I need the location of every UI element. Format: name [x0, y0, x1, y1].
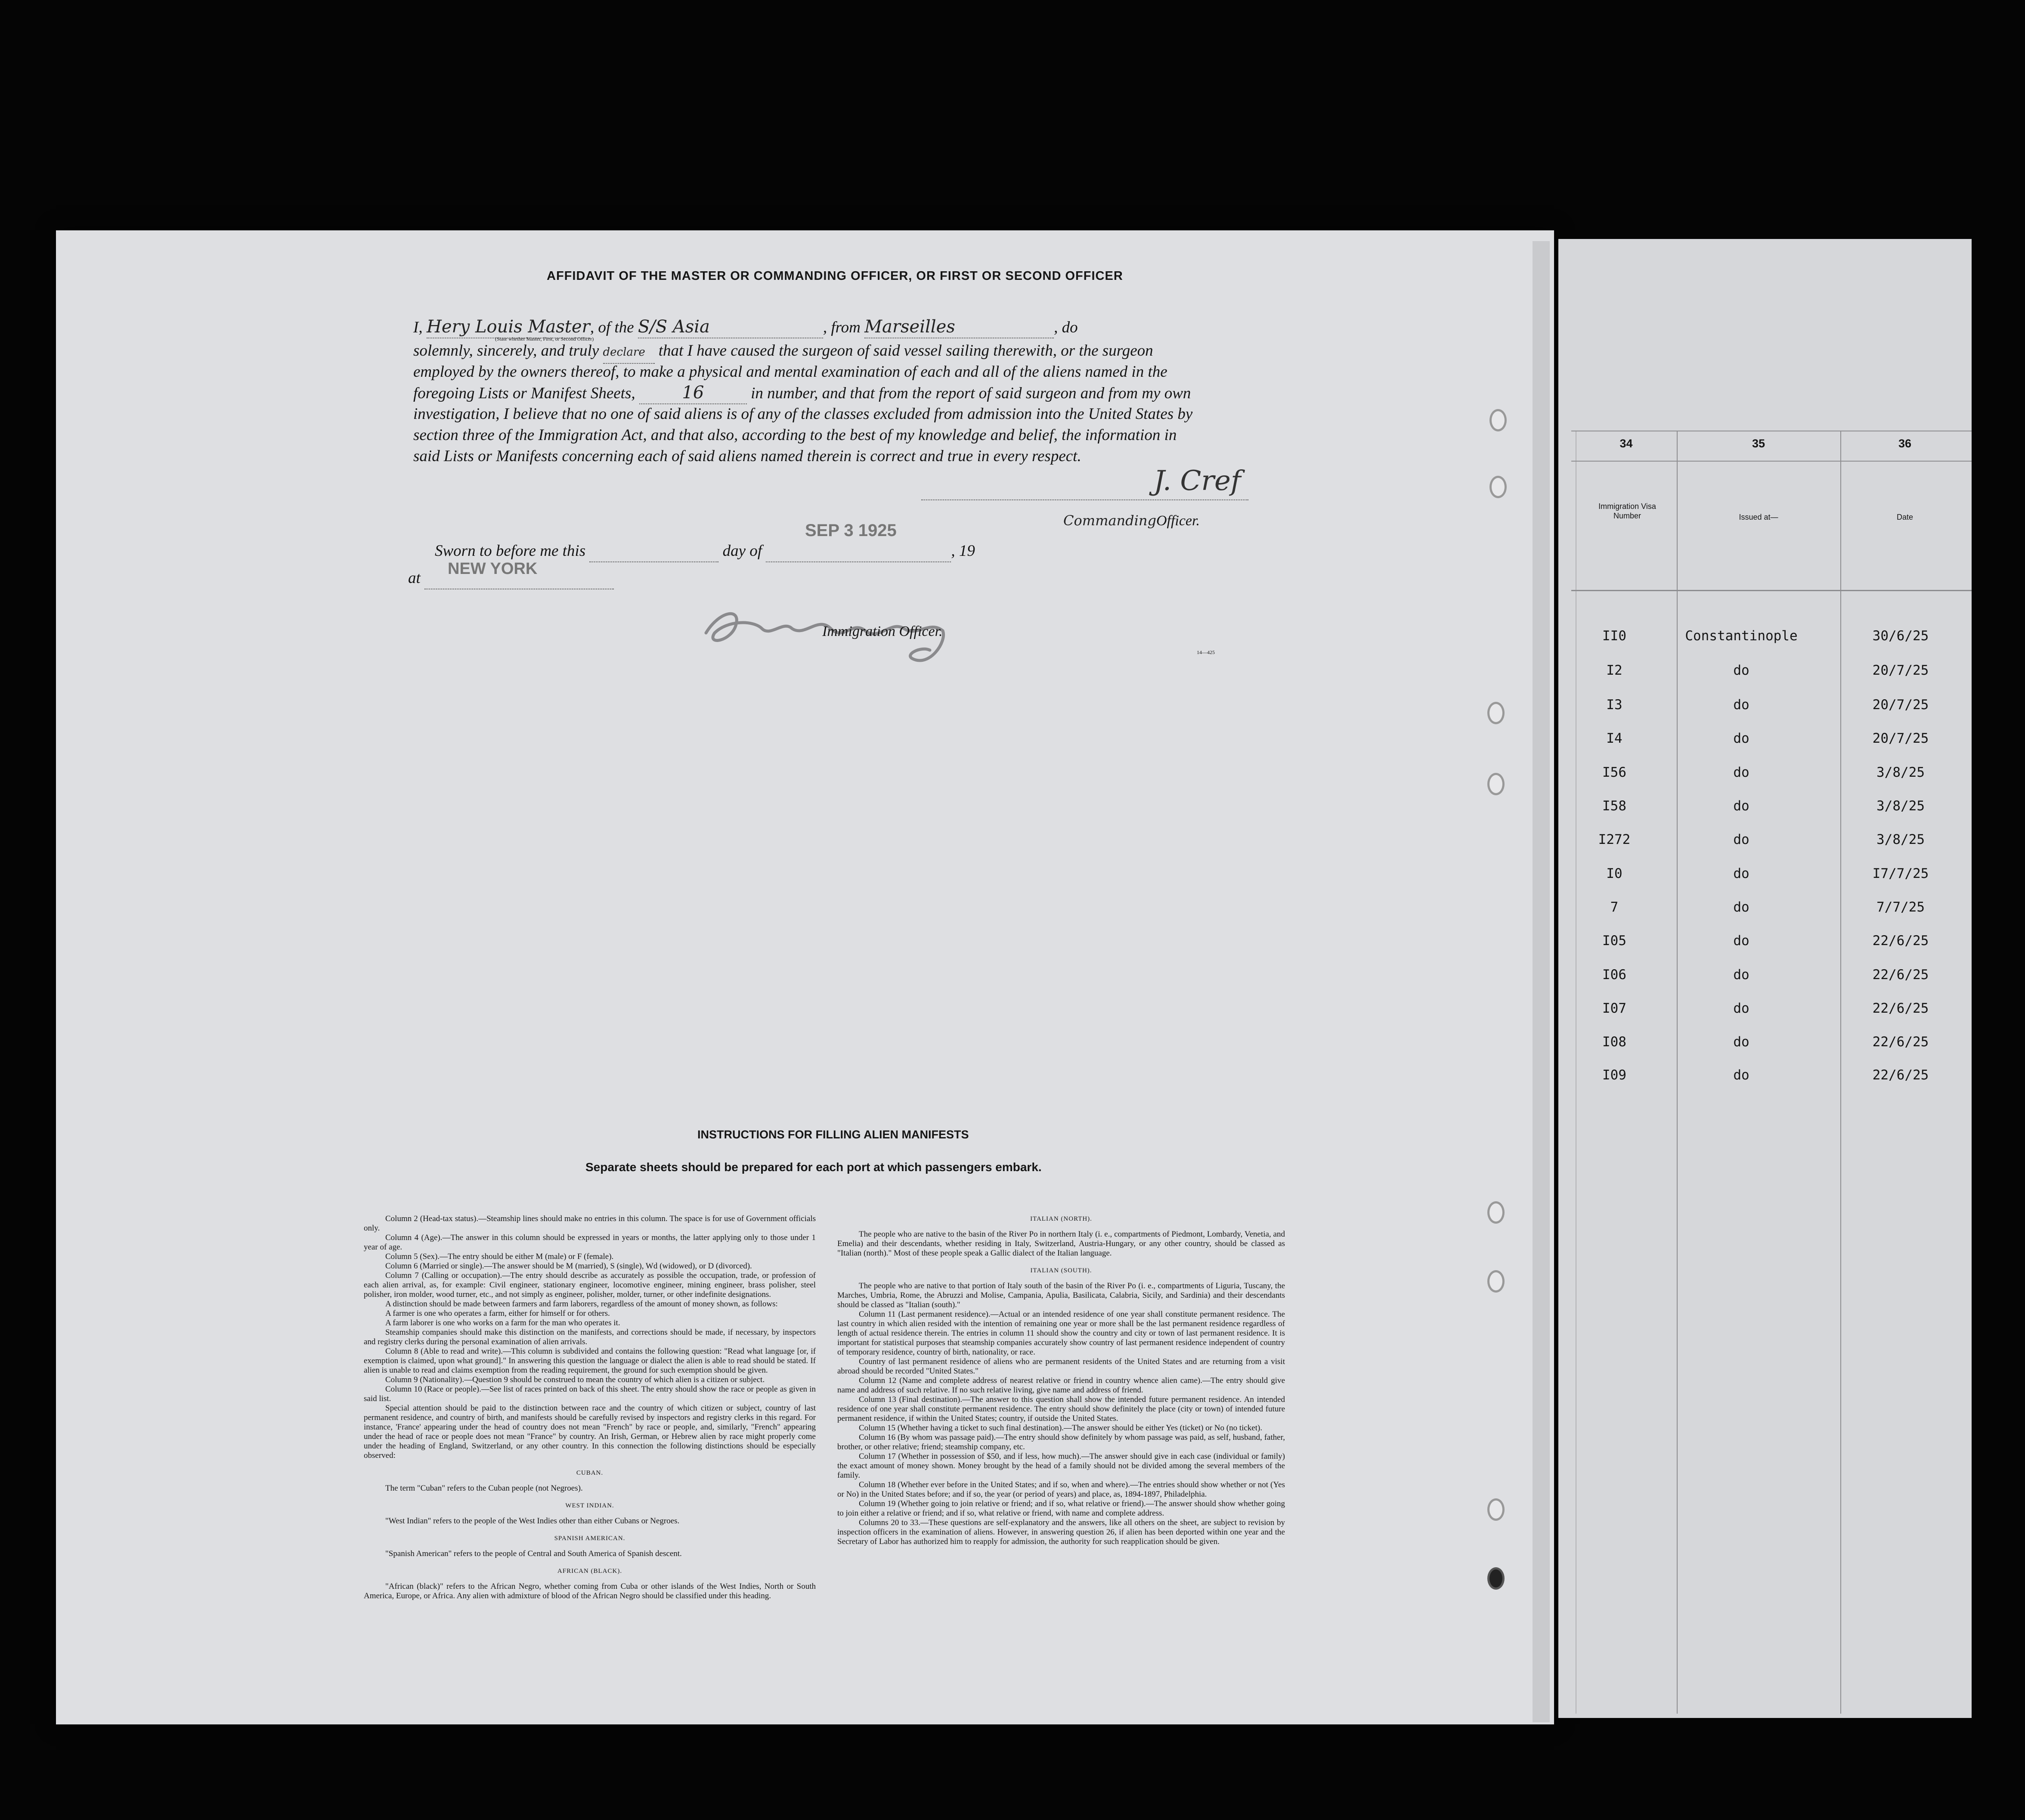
officer-title-handwritten: Commanding	[1063, 512, 1156, 529]
column-number-36: 36	[1898, 437, 1912, 450]
visa-date: 30/6/25	[1872, 628, 1929, 644]
instruction-paragraph: A farm laborer is one who works on a farm for the man who operates it.	[385, 1318, 620, 1327]
visa-number: I56	[1602, 765, 1626, 780]
instruction-paragraph: Column 2 (Head-tax status).—Steamship lines should make no entries in this column. The space is for use of Government officials only.	[364, 1214, 816, 1233]
issued-at: do	[1733, 663, 1749, 678]
table-row	[1558, 961, 1972, 991]
affidavit-title: AFFIDAVIT OF THE MASTER OR COMMANDING OFFICER, OR FIRST OR SECOND OFFICER	[547, 269, 1123, 283]
visa-date: 3/8/25	[1876, 765, 1925, 780]
instruction-paragraph: Column 7 (Calling or occupation).—The entry should describe as accurately as possible the occupation, trade, or profession of each alien arrival, as, for example: Civil engineer, stationary engineer, locomotive engineer, mining engineer, brass polisher, steel polisher, iron molder, wood turner, etc., and not simply as engineer, polisher, molder, turner, or other indefinite designations.	[364, 1271, 816, 1299]
instruction-paragraph: Column 15 (Whether having a ticket to such final destination).—The answer should be either Yes (ticket) or No (no ticket).	[859, 1423, 1263, 1432]
signature-line	[921, 499, 1248, 500]
table-row	[1558, 893, 1972, 924]
table-row	[1558, 657, 1972, 687]
affidavit-line-1	[413, 316, 1078, 338]
binder-hole	[1487, 1498, 1505, 1521]
african-heading: AFRICAN (BLACK).	[557, 1568, 622, 1575]
instruction-paragraph: Column 11 (Last permanent residence).—Actual or an intended residence of one year shall constitute permanent residence. The last country in which alien resided with the intention of remaining one year or more shall be the last permanent residence regardless of length of actual residence therein. The entries in column 11 should show the country and city or town of last permanent residence. It is important for statistical purposes that steamship companies accurately show country of last permanent residence independent of country of temporary residence, country of birth, nationality, or race.	[837, 1310, 1285, 1357]
instruction-paragraph: A distinction should be made between farmers and farm laborers, regardless of the amount of money shown, as follows:	[385, 1299, 778, 1308]
instruction-paragraph: Column 9 (Nationality).—Question 9 should be construed to mean the country of which alien is a citizen or subject.	[385, 1375, 765, 1384]
visa-number: I09	[1602, 1067, 1626, 1083]
issued-at: do	[1733, 798, 1749, 814]
title-note: (State whether Master, First, or Second Officer)	[495, 336, 594, 342]
sworn-text: Sworn to before me this	[435, 542, 586, 560]
page-edge	[1533, 241, 1550, 1722]
issued-at: Constantinople	[1685, 628, 1798, 644]
table-row	[1558, 1061, 1972, 1091]
cuban-definition: The term "Cuban" refers to the Cuban people (not Negroes).	[385, 1484, 583, 1493]
italian-north-heading: ITALIAN (NORTH).	[1030, 1215, 1092, 1222]
binder-hole	[1487, 1567, 1505, 1590]
officer-title-print: Officer.	[1156, 513, 1200, 529]
visa-number: I08	[1602, 1034, 1626, 1050]
visa-date: 20/7/25	[1872, 663, 1929, 678]
visa-number: I0	[1606, 866, 1622, 881]
master-signature: J. Cref	[1154, 465, 1241, 497]
binder-hole	[1487, 702, 1505, 724]
instruction-paragraph: Special attention should be paid to the distinction between race and the country of which citizen or subject, country of last permanent residence, and country of birth, and manifests should be carefully revised by inspectors and registry clerks in this regard. For instance, 'France' appearing under the head of country does not mean "French" by race or people, and, similarly, "French" appearing under the head of race or people does not mean "France" by country. An Irish, German, or Hebrew alien by race might properly come under the heading of England, Switzerland, or any other country. In this connection the following distinctions should be especially observed:	[364, 1404, 816, 1460]
visa-date: 7/7/25	[1876, 899, 1925, 915]
affidavit-line-7: said Lists or Manifests concerning each of said aliens named therein is correct and true in every respect.	[413, 447, 1081, 465]
issued-at: do	[1733, 697, 1749, 713]
visa-date: 22/6/25	[1872, 1034, 1929, 1050]
binder-hole	[1489, 476, 1507, 498]
place-stamp: NEW YORK	[448, 560, 538, 578]
issued-at: do	[1733, 967, 1749, 983]
visa-date: 22/6/25	[1872, 967, 1929, 983]
binder-hole	[1489, 409, 1507, 431]
visa-number: I272	[1598, 832, 1631, 847]
instructions-left-column	[364, 1214, 816, 1601]
column-label-issued-at: Issued at—	[1739, 513, 1778, 521]
instruction-paragraph: A farmer is one who operates a farm, either for himself or for others.	[385, 1309, 610, 1318]
at-label: at	[408, 569, 421, 587]
visa-date: I7/7/25	[1872, 866, 1929, 881]
table-row	[1558, 792, 1972, 822]
spanish-american-heading: SPANISH AMERICAN.	[554, 1535, 625, 1542]
visa-number: II0	[1602, 628, 1626, 644]
officer-title	[1063, 512, 1200, 529]
affidavit-text: that I have caused the surgeon of said vessel sailing therewith, or the surgeon	[658, 342, 1153, 360]
immigration-officer-label: Immigration Officer.	[822, 623, 943, 639]
spanish-american-definition: "Spanish American" refers to the people of Central and South America of Spanish descent.	[385, 1549, 682, 1558]
table-row	[1558, 927, 1972, 957]
instruction-paragraph: Column 13 (Final destination).—The answer to this question shall show the intended future permanent residence. An intended residence of one year shall constitute permanent residence. The entry should show definitely the place (city or town) of intended future permanent residence, if within the United States; country, if outside the United States.	[837, 1395, 1285, 1423]
instruction-paragraph: Column 4 (Age).—The answer in this column should be expressed in years or months, the latter applying only to those under 1 year of age.	[364, 1233, 816, 1252]
west-indian-definition: "West Indian" refers to the people of the West Indies other than either Cubans or Negroes.	[385, 1516, 680, 1525]
issued-at: do	[1733, 866, 1749, 881]
table-row	[1558, 995, 1972, 1025]
visa-number: I3	[1606, 697, 1622, 713]
affidavit-line-3: employed by the owners thereof, to make a physical and mental examination of each and all of the aliens named in the	[413, 363, 1167, 381]
table-rule	[1571, 590, 1972, 591]
visa-number: I4	[1606, 731, 1622, 746]
instruction-paragraph: Column 5 (Sex).—The entry should be either M (male) or F (female).	[385, 1252, 614, 1261]
visa-date: 22/6/25	[1872, 1067, 1929, 1083]
affidavit-text: , of the	[590, 319, 634, 336]
visa-number: I07	[1602, 1001, 1626, 1016]
binder-hole	[1487, 1270, 1505, 1293]
issued-at: do	[1733, 899, 1749, 915]
issued-at: do	[1733, 832, 1749, 847]
instruction-paragraph: The people who are native to that portion of Italy south of the basin of the River Po (i. e., compartments of Liguria, Tuscany, the Marches, Umbria, Rome, the Abruzzi and Molise, Campania, Apulia, Basilicata, Calabria, Sicily, and Sardinia) and their descendants should be classed as "Italian (south)."	[837, 1281, 1285, 1309]
visa-number: I58	[1602, 798, 1626, 814]
date-stamp: SEP 3 1925	[805, 521, 897, 540]
table-row	[1558, 691, 1972, 721]
instruction-paragraph: Columns 20 to 33.—These questions are self-explanatory and the answers, like all others on the sheet, are subject to revision by inspection officers in the examination of aliens. However, in answering question 26, if alien has been deported within one year and the Secretary of Labor has authorized him to reapply for admission, the authority for such reapplication should be given.	[837, 1518, 1285, 1546]
sworn-line	[435, 540, 975, 562]
african-definition: "African (black)" refers to the African Negro, whether coming from Cuba or other islands of the West Indies, North or South America, Europe, or Africa. Any alien with admixture of blood of the African Negro should be classified under this heading.	[364, 1582, 816, 1600]
visa-number: 7	[1610, 899, 1619, 915]
instruction-paragraph: Steamship companies should make this distinction on the manifests, and corrections should be made, if necessary, by inspectors and registry clerks during the personal examination of alien arrivals.	[364, 1328, 816, 1346]
table-row	[1558, 860, 1972, 890]
binder-hole	[1487, 773, 1505, 795]
affidavit-text: , from	[823, 319, 861, 336]
instruction-paragraph: Country of last permanent residence of aliens who are permanent residents of the United States and are returning from a visit abroad should be recorded "United States."	[837, 1357, 1285, 1376]
table-row	[1558, 826, 1972, 856]
instruction-paragraph: Column 12 (Name and complete address of nearest relative or friend in country whence alien came).—The entry should give name and address of such relative. If no such relative living, give name and address of friend.	[837, 1376, 1285, 1395]
sworn-text: day of	[722, 542, 762, 560]
table-row	[1558, 725, 1972, 755]
italian-north-definition: The people who are native to the basin of the River Po in northern Italy (i. e., compartments of Piedmont, Lombardy, Venetia, and Emelia) and their descendants, whether residing in Italy, Switzerland, Austria-Hungary, or any other country, should be classed as "Italian (north)." Most of these people speak a Gallic dialect of the Italian language.	[837, 1230, 1285, 1258]
issued-at: do	[1733, 933, 1749, 949]
instructions-subtitle: Separate sheets should be prepared for each port at which passengers embark.	[585, 1160, 1042, 1174]
visa-date: 3/8/25	[1876, 832, 1925, 847]
instruction-paragraph: Column 18 (Whether ever before in the United States; and if so, when and where).—The entries should show whether or not (Yes or No) in the United States before; and if so, the year (or period of years) and place, as, 1894-1897, Philadelphia.	[837, 1480, 1285, 1499]
declare-word: declare	[603, 342, 655, 364]
instruction-paragraph: Column 6 (Married or single).—The answer should be M (married), S (single), Wd (widowed), or D (divorced).	[385, 1262, 752, 1271]
instructions-title: INSTRUCTIONS FOR FILLING ALIEN MANIFESTS	[697, 1128, 969, 1141]
visa-number: I2	[1606, 663, 1622, 678]
visa-date: 3/8/25	[1876, 798, 1925, 814]
master-name: Hery Louis Master	[427, 316, 590, 338]
table-row	[1558, 1028, 1972, 1058]
table-row	[1558, 622, 1972, 652]
visa-number: I05	[1602, 933, 1626, 949]
issued-at: do	[1733, 765, 1749, 780]
visa-date: 20/7/25	[1872, 731, 1929, 746]
visa-date: 20/7/25	[1872, 697, 1929, 713]
affidavit-line-5: investigation, I believe that no one of said aliens is of any of the classes excluded from admission into the United States by	[413, 405, 1193, 423]
affidavit-text: I,	[413, 319, 423, 336]
issued-at: do	[1733, 1067, 1749, 1083]
instruction-paragraph: Column 10 (Race or people).—See list of races printed on back of this sheet. The entry should show the race or people as given in said list.	[364, 1385, 816, 1403]
sworn-text: , 19	[951, 542, 975, 560]
affidavit-text: foregoing Lists or Manifest Sheets,	[413, 384, 635, 402]
departure-port: Marseilles	[864, 316, 1054, 338]
instruction-paragraph: Column 16 (By whom was passage paid).—The entry should show definitely by whom passage was paid, as self, husband, father, brother, or other relative; friend; steamship company, etc.	[837, 1433, 1285, 1451]
column-number-34: 34	[1619, 437, 1633, 450]
instructions-right-column	[837, 1214, 1285, 1547]
table-row	[1558, 759, 1972, 789]
affidavit-line-4	[413, 382, 1191, 404]
instruction-paragraph: Column 19 (Whether going to join relative or friend; and if so, what relative or friend).—The answer should show whether going to join either a relative or friend; and if so, what relative or friend, with name and complete address.	[837, 1499, 1285, 1518]
affidavit-text: , do	[1054, 319, 1078, 336]
issued-at: do	[1733, 731, 1749, 746]
instruction-paragraph: Column 8 (Able to read and write).—This column is subdivided and contains the following question: "Read what language [or, if exemption is claimed, upon what ground]." In answering this question the language or dialect the alien is able to read should be stated. If alien is unable to read and claims exemption from the reading requirement, the ground for such exemption should be given.	[364, 1347, 816, 1375]
affidavit-text: in number, and that from the report of said surgeon and from my own	[751, 384, 1191, 402]
binder-hole	[1487, 1201, 1505, 1224]
issued-at: do	[1733, 1034, 1749, 1050]
column-number-35: 35	[1752, 437, 1765, 450]
visa-date: 22/6/25	[1872, 1001, 1929, 1016]
visa-date: 22/6/25	[1872, 933, 1929, 949]
form-number: 14—425	[1197, 649, 1215, 655]
column-label-visa-number: Immigration Visa Number	[1598, 502, 1656, 520]
instruction-paragraph: Column 17 (Whether in possession of $50, and if less, how much).—The answer should give in each case (individual or family) the exact amount of money shown. Money brought by the head of a family should not be divided among the several members of the family.	[837, 1452, 1285, 1480]
visa-number: I06	[1602, 967, 1626, 983]
affidavit-line-2	[413, 340, 1153, 364]
issued-at: do	[1733, 1001, 1749, 1016]
table-rule	[1571, 461, 1972, 462]
cuban-heading: CUBAN.	[576, 1470, 604, 1476]
vessel-name: S/S Asia	[638, 316, 823, 338]
italian-south-heading: ITALIAN (SOUTH).	[1030, 1267, 1092, 1274]
west-indian-heading: WEST INDIAN.	[565, 1502, 614, 1509]
sheet-count: 16	[639, 382, 747, 404]
column-label-date: Date	[1896, 513, 1914, 521]
affidavit-text: solemnly, sincerely, and truly	[413, 342, 599, 360]
affidavit-line-6: section three of the Immigration Act, and that also, according to the best of my knowledge and belief, the information in	[413, 426, 1177, 444]
